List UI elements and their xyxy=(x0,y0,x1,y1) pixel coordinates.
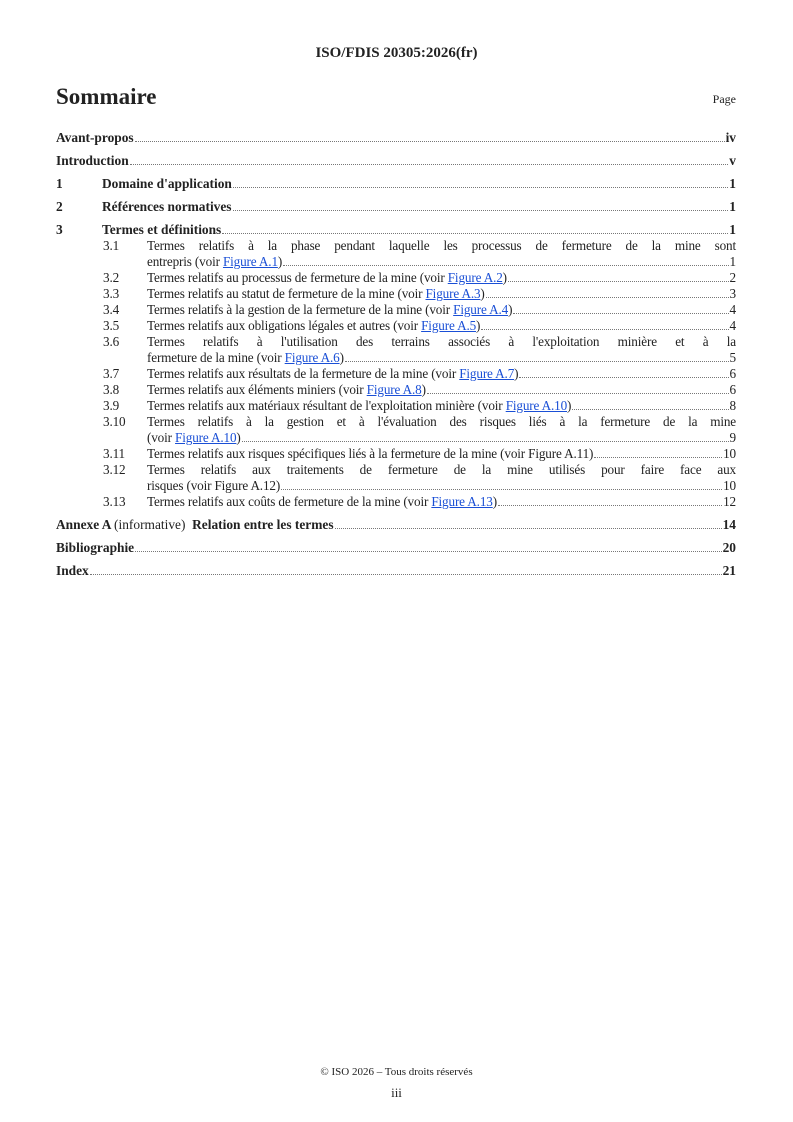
toc-entry-text: Termes relatifs aux éléments miniers (voir xyxy=(147,382,367,397)
toc-entry-text: Termes relatifs aux coûts de fermeture de la mine (voir xyxy=(147,494,432,509)
toc-entry-line xyxy=(147,494,736,510)
page-title: Sommaire xyxy=(56,84,157,109)
toc-subentry[interactable] xyxy=(56,462,736,494)
toc-page-number: v xyxy=(729,153,736,168)
toc-subentry-body xyxy=(147,414,736,446)
toc-entry-title xyxy=(147,302,512,318)
toc-subentry-body xyxy=(147,318,736,334)
toc-entry-text: ) xyxy=(421,382,426,397)
toc-entry-title xyxy=(147,382,426,398)
toc-page-number: 2 xyxy=(729,270,736,285)
page-column-label: Page xyxy=(712,92,736,106)
toc-subentry-body xyxy=(147,334,736,366)
toc-subentry[interactable] xyxy=(56,318,736,334)
annex-title: Relation entre les termes xyxy=(192,517,334,532)
dot-leader xyxy=(572,409,728,410)
toc-entry-text: Termes relatifs au statut de fermeture de la mine (voir xyxy=(147,286,426,301)
dot-leader xyxy=(222,233,728,234)
toc-entry-title-line: Termes relatifs aux traitements de fermeture de la mine utilisés pour faire face aux xyxy=(147,462,736,477)
figure-link[interactable]: Figure A.7 xyxy=(459,366,515,381)
figure-link[interactable]: Figure A.10 xyxy=(175,430,237,445)
toc-page-number: 4 xyxy=(729,302,736,317)
dot-leader xyxy=(283,265,728,266)
toc-subentry-body xyxy=(147,398,736,414)
toc-entry-line xyxy=(147,398,736,414)
toc-entry-line xyxy=(147,270,736,286)
toc-entry-line xyxy=(147,302,736,318)
toc-subentry[interactable] xyxy=(56,286,736,302)
toc-page-number: 10 xyxy=(723,446,736,461)
toc-subentry[interactable] xyxy=(56,446,736,462)
toc-subentry[interactable] xyxy=(56,398,736,414)
dot-leader xyxy=(345,361,729,362)
toc-entry-title xyxy=(147,430,241,446)
toc-entry-number: 3.13 xyxy=(103,494,126,509)
toc-subentry[interactable] xyxy=(56,302,736,318)
toc-entry-text: ) xyxy=(508,302,513,317)
toc-entry-title xyxy=(147,350,344,366)
toc-subentry[interactable] xyxy=(56,366,736,382)
dot-leader xyxy=(486,297,729,298)
toc-page-number: 1 xyxy=(729,254,736,269)
dot-leader xyxy=(135,141,725,142)
toc-subentry-body xyxy=(147,366,736,382)
toc-entry[interactable] xyxy=(56,130,736,146)
annex-label: Annexe A xyxy=(56,517,111,532)
toc-entry-text: Termes relatifs aux résultats de la fermeture de la mine (voir xyxy=(147,366,460,381)
toc-entry[interactable] xyxy=(56,176,736,192)
toc-entry-number: 3.7 xyxy=(103,366,120,381)
dot-leader xyxy=(498,505,722,506)
toc-page-number: 9 xyxy=(729,430,736,445)
toc-entry-text: ) xyxy=(277,254,283,269)
dot-leader xyxy=(519,377,728,378)
toc-entry-line xyxy=(147,286,736,302)
toc-entry-title-line: Termes relatifs à la phase pendant laquelle les processus de fermeture de la mine sont xyxy=(147,238,736,253)
toc-entry-title xyxy=(147,478,280,494)
toc-entry[interactable] xyxy=(56,153,736,169)
dot-leader xyxy=(594,457,722,458)
toc-entry-title xyxy=(147,270,507,286)
toc-entry-line xyxy=(147,350,736,366)
toc-entry-text: ) xyxy=(480,286,485,301)
toc-entry-line xyxy=(147,446,736,462)
toc-entry-title[interactable]: Termes et définitions xyxy=(102,222,222,237)
toc-subentry[interactable] xyxy=(56,382,736,398)
annex-qualifier: (informative) xyxy=(114,517,186,532)
toc-entry-text: ) xyxy=(339,350,344,365)
toc-entry-number: 3.11 xyxy=(103,446,125,461)
toc-subentry-body xyxy=(147,462,736,494)
toc-entry[interactable] xyxy=(56,540,736,556)
dot-leader xyxy=(427,393,729,394)
figure-link[interactable]: Figure A.3 xyxy=(425,286,481,301)
toc-entry-title[interactable]: Domaine d'application xyxy=(102,176,232,191)
toc-entry-number: 3.3 xyxy=(103,286,120,301)
toc-entry-number: 3.6 xyxy=(103,334,120,349)
toc-entry-title xyxy=(147,254,282,270)
toc-subentry-body xyxy=(147,270,736,286)
dot-leader xyxy=(242,441,729,442)
toc-entry[interactable] xyxy=(56,199,736,215)
toc-entry-number: 3.9 xyxy=(103,398,120,413)
toc-entry-title[interactable]: Références normatives xyxy=(102,199,232,214)
toc-subentry-body xyxy=(147,302,736,318)
dot-leader xyxy=(233,187,728,188)
toc-subentry[interactable] xyxy=(56,414,736,446)
toc-page-number: iv xyxy=(725,130,736,145)
toc-page-number: 3 xyxy=(729,286,736,301)
toc-entry-number: 3.4 xyxy=(103,302,120,317)
dot-leader xyxy=(281,489,722,490)
toc-entry-number: 1 xyxy=(56,176,63,191)
toc-entry-title xyxy=(147,366,518,382)
figure-link[interactable]: Figure A.6 xyxy=(284,350,340,365)
toc-entry-title xyxy=(147,286,485,302)
toc-entry-text: fermeture de la mine (voir xyxy=(147,350,285,365)
toc-page-number: 21 xyxy=(722,563,736,578)
toc-entry-text: ) xyxy=(567,398,572,413)
toc-entry-line xyxy=(147,430,736,446)
dot-leader xyxy=(130,164,729,165)
toc-entry-title xyxy=(147,494,497,510)
toc-entry-title xyxy=(56,517,334,533)
toc-entry[interactable] xyxy=(56,222,736,238)
figure-link[interactable]: Figure A.4 xyxy=(453,302,509,317)
toc-entry-number: 3.5 xyxy=(103,318,120,333)
toc-entry-line xyxy=(147,366,736,382)
toc-entry-text: ) xyxy=(236,430,241,445)
toc-entry-text: ) xyxy=(476,318,481,333)
toc-entry-text: risques (voir Figure A.12) xyxy=(147,478,281,493)
toc-entry-line xyxy=(147,382,736,398)
dot-leader xyxy=(233,210,729,211)
dot-leader xyxy=(90,574,722,575)
toc-entry-number: 2 xyxy=(56,199,63,214)
toc-page-number: 4 xyxy=(729,318,736,333)
toc-entry-number: 3.2 xyxy=(103,270,120,285)
copyright-footer: © ISO 2026 – Tous droits réservés xyxy=(320,1066,473,1078)
figure-link[interactable]: Figure A.1 xyxy=(222,254,278,269)
page-number: iii xyxy=(391,1085,402,1100)
toc-entry-title[interactable]: Bibliographie xyxy=(56,540,135,555)
toc-entry-text: ) xyxy=(502,270,507,285)
toc-page-number: 14 xyxy=(722,517,736,532)
toc-page-number: 20 xyxy=(722,540,736,555)
toc-entry-text: (voir xyxy=(147,430,176,445)
toc-entry[interactable] xyxy=(56,563,736,579)
toc-subentry[interactable] xyxy=(56,334,736,366)
dot-leader xyxy=(135,551,721,552)
toc-page-number: 6 xyxy=(729,382,736,397)
toc-subentry-body xyxy=(147,446,736,462)
figure-link[interactable]: Figure A.13 xyxy=(431,494,493,509)
dot-leader xyxy=(513,313,728,314)
toc-entry-line xyxy=(147,478,736,494)
toc-entry-number: 3.8 xyxy=(103,382,120,397)
toc-entry-number: 3 xyxy=(56,222,63,237)
toc-page-number: 5 xyxy=(729,350,736,365)
toc-entry-number: 3.1 xyxy=(103,238,120,253)
toc-entry-text: entrepris (voir xyxy=(147,254,223,269)
figure-link[interactable]: Figure A.2 xyxy=(447,270,503,285)
dot-leader xyxy=(508,281,729,282)
toc-subentry-body xyxy=(147,238,736,270)
dot-leader xyxy=(481,329,728,330)
toc-annex-entry[interactable] xyxy=(56,517,736,533)
toc-entry-title[interactable]: Introduction xyxy=(56,153,129,168)
figure-link[interactable]: Figure A.8 xyxy=(366,382,422,397)
toc-entry-title xyxy=(147,318,480,334)
toc-entry-text: Termes relatifs aux risques spécifiques liés à la fermeture de la mine (voir Figure A.11) xyxy=(147,446,594,461)
toc-entry-text: Termes relatifs aux obligations légales et autres (voir xyxy=(147,318,422,333)
toc-subentry-body xyxy=(147,494,736,510)
toc-page-number: 1 xyxy=(729,199,736,214)
toc-entry-text: ) xyxy=(492,494,497,509)
table-of-contents xyxy=(56,130,736,579)
toc-subentry[interactable] xyxy=(56,270,736,286)
toc-subentry-body xyxy=(147,286,736,302)
toc-page-number: 1 xyxy=(729,176,736,191)
dot-leader xyxy=(335,528,722,529)
toc-entry-title xyxy=(147,446,593,462)
toc-entry-title-line: Termes relatifs à la gestion et à l'évaluation des risques liés à la fermeture de la mine xyxy=(147,414,736,429)
toc-entry-text: ) xyxy=(514,366,519,381)
toc-subentry-body xyxy=(147,382,736,398)
toc-entry-title[interactable]: Avant-propos xyxy=(56,130,134,145)
figure-link[interactable]: Figure A.5 xyxy=(421,318,477,333)
toc-page-number: 10 xyxy=(723,478,736,493)
document-header: ISO/FDIS 20305:2026(fr) xyxy=(315,45,478,61)
toc-page-number: 1 xyxy=(729,222,736,237)
toc-subentry[interactable] xyxy=(56,494,736,510)
toc-entry-text: Termes relatifs aux matériaux résultant de l'exploitation minière (voir xyxy=(147,398,506,413)
toc-entry-number: 3.10 xyxy=(103,414,126,429)
toc-entry-number: 3.12 xyxy=(103,462,126,477)
toc-subentry[interactable] xyxy=(56,238,736,270)
toc-entry-line xyxy=(147,254,736,270)
toc-page-number: 6 xyxy=(729,366,736,381)
toc-entry-title xyxy=(147,398,571,414)
toc-page-number: 8 xyxy=(729,398,736,413)
toc-entry-text: Termes relatifs au processus de fermeture de la mine (voir xyxy=(147,270,448,285)
toc-entry-title-line: Termes relatifs à l'utilisation des terrains associés à l'exploitation minière et à la xyxy=(147,334,736,349)
figure-link[interactable]: Figure A.10 xyxy=(505,398,568,413)
toc-entry-line xyxy=(147,318,736,334)
toc-entry-title[interactable]: Index xyxy=(56,563,89,578)
toc-page-number: 12 xyxy=(723,494,736,509)
toc-entry-text: Termes relatifs à la gestion de la fermeture de la mine (voir xyxy=(147,302,454,317)
